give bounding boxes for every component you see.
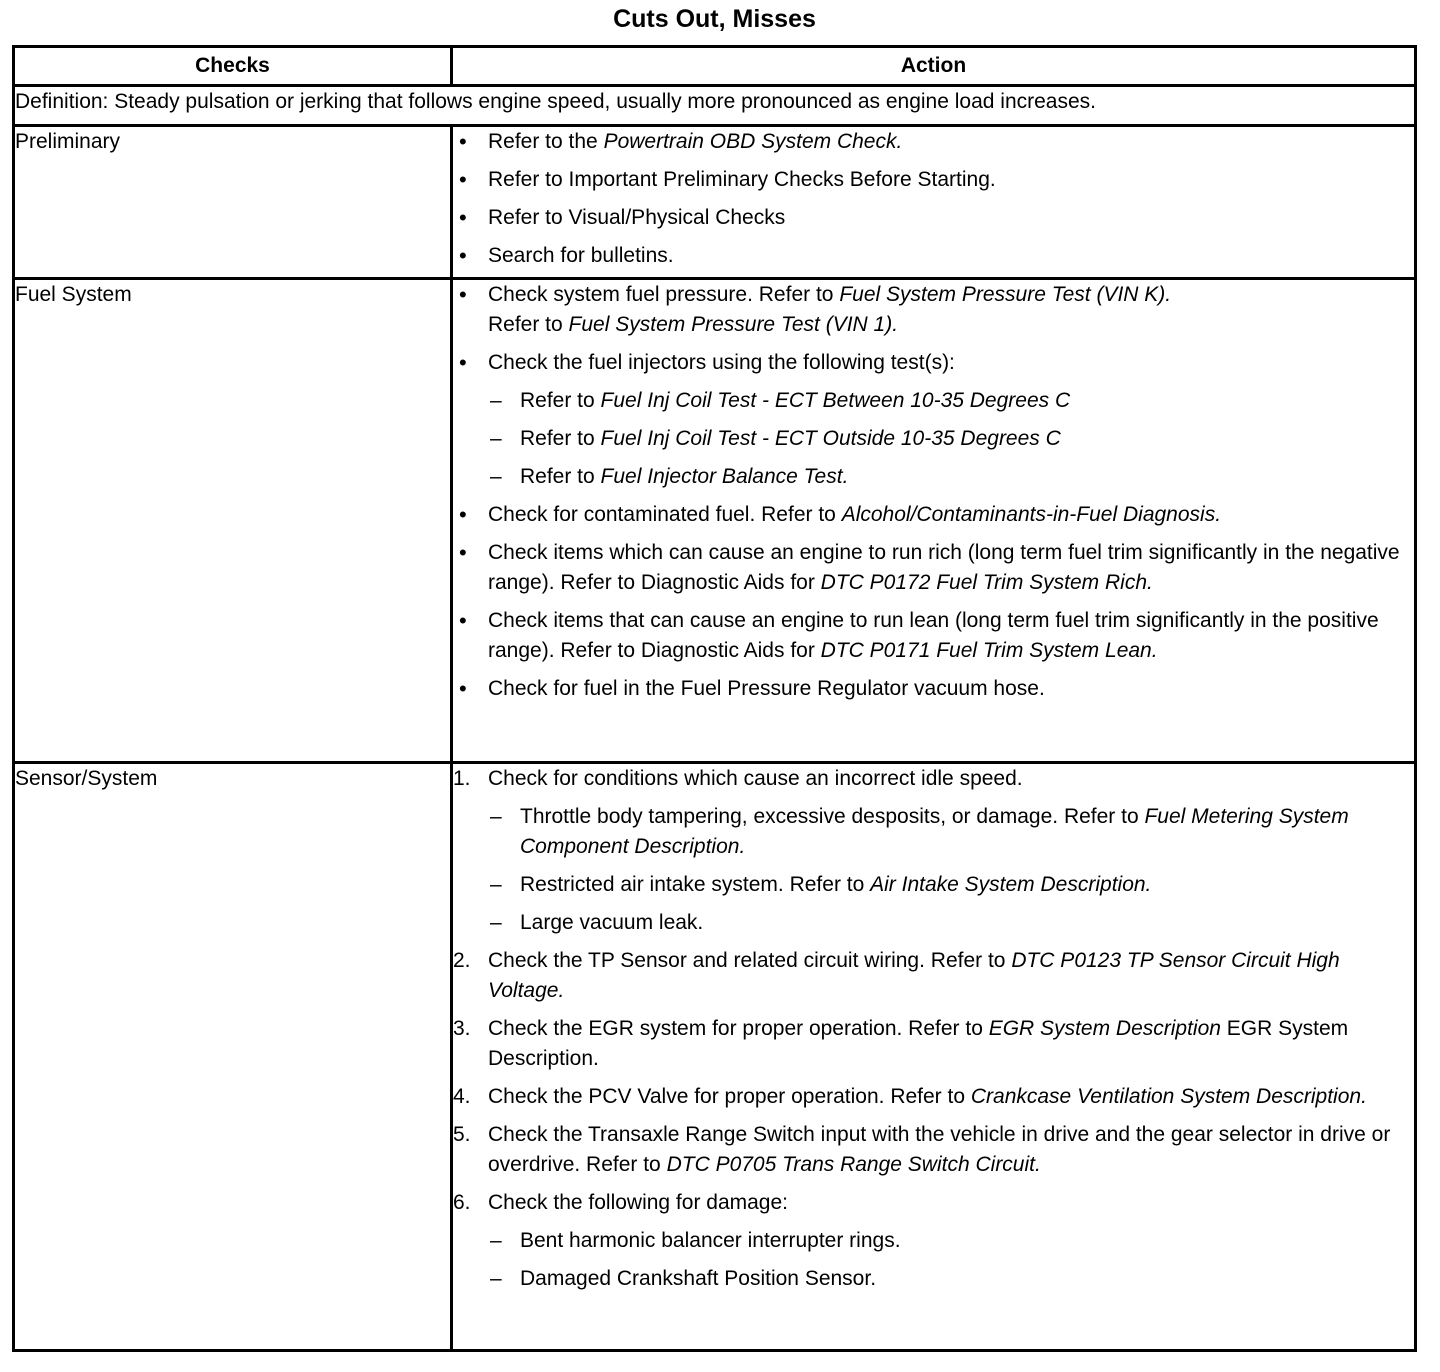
list-item: • Check system fuel pressure. Refer to Fuel System Pressure Test (VIN K). Refer to Fuel System Pressure Test (VIN 1). <box>459 282 1172 336</box>
numbered-step: 3. Check the EGR system for proper operation. Refer to EGR System Description EGR System Description. <box>453 1014 1414 1074</box>
dash-icon: – <box>490 1229 502 1252</box>
sub-item: – Bent harmonic balancer interrupter rings. <box>453 1226 1414 1256</box>
sub-item: – Refer to Fuel Injector Balance Test. <box>453 462 1414 492</box>
list-item: • Check for contaminated fuel. Refer to Alcohol/Contaminants-in-Fuel Diagnosis. <box>453 500 1414 530</box>
sub-item: – Throttle body tampering, excessive desposits, or damage. Refer to Fuel Metering System Component Description. <box>453 802 1414 862</box>
bullet-icon: • <box>459 167 467 192</box>
dash-icon: – <box>490 873 502 896</box>
numbered-step: 5. Check the Transaxle Range Switch input with the vehicle in drive and the gear selector in drive or overdrive. Refer to DTC P0705 Trans Range Switch Circuit. <box>453 1120 1414 1180</box>
header-row <box>14 47 1416 86</box>
dash-icon: – <box>490 805 502 828</box>
sub-item: – Refer to Fuel Inj Coil Test - ECT Outside 10-35 Degrees C <box>453 424 1414 454</box>
bullet-icon: • <box>459 205 467 230</box>
sub-item: – Damaged Crankshaft Position Sensor. <box>453 1264 1414 1294</box>
reference-link: DTC P0171 Fuel Trim System Lean. <box>820 639 1158 662</box>
step-number: 6. <box>453 1191 471 1214</box>
bullet-icon: • <box>459 608 467 633</box>
step-number: 1. <box>453 767 471 790</box>
action-cell <box>452 126 1416 279</box>
definition-text: Definition: Steady pulsation or jerking that follows engine speed, usually more pronounced as engine load increases. <box>14 86 1416 126</box>
reference-link: Fuel Injector Balance Test. <box>600 465 849 488</box>
list-item: • Check items which can cause an engine to run rich (long term fuel trim significantly in the negative range). Refer to Diagnostic Aids for DTC P0172 Fuel Trim System Rich. <box>459 540 1400 594</box>
sub-item: – Refer to Fuel Inj Coil Test - ECT Between 10-35 Degrees C <box>453 386 1414 416</box>
bullet-icon: • <box>459 540 467 565</box>
bullet-icon: • <box>459 129 467 154</box>
action-cell <box>452 279 1416 763</box>
reference-link: DTC P0123 TP Sensor Circuit High Voltage. <box>488 949 1340 1002</box>
numbered-step: 6. Check the following for damage: <box>453 1188 1414 1218</box>
bullet-icon: • <box>459 282 467 307</box>
definition-row <box>14 86 1416 126</box>
numbered-step: 1. Check for conditions which cause an incorrect idle speed. <box>453 764 1414 794</box>
step-number: 5. <box>453 1123 471 1146</box>
dash-icon: – <box>490 427 502 450</box>
page-title: Cuts Out, Misses <box>613 5 816 33</box>
bullet-icon: • <box>459 243 467 268</box>
action-cell <box>452 763 1416 1351</box>
check-name: Preliminary <box>14 126 452 279</box>
reference-link: DTC P0172 Fuel Trim System Rich. <box>820 571 1153 594</box>
reference-link: Alcohol/Contaminants-in-Fuel Diagnosis. <box>841 503 1222 526</box>
action-header: Action <box>452 47 1416 86</box>
list-item: • Check items that can cause an engine to run lean (long term fuel trim significantly in the positive range). Refer to Diagnostic Aids for DTC P0171 Fuel Trim System Lean. <box>459 608 1379 662</box>
dash-icon: – <box>490 1267 502 1290</box>
dash-icon: – <box>490 911 502 934</box>
table-row <box>14 126 1416 279</box>
table-row <box>14 279 1416 763</box>
reference-link: Fuel System Pressure Test (VIN 1). <box>568 313 899 336</box>
list-item: • Refer to Visual/Physical Checks <box>453 203 1414 233</box>
reference-link: Air Intake System Description. <box>870 873 1152 896</box>
bullet-icon: • <box>459 502 467 527</box>
reference-link: Fuel Inj Coil Test - ECT Between 10-35 Degrees C <box>600 389 1071 412</box>
sub-item: – Restricted air intake system. Refer to Air Intake System Description. <box>453 870 1414 900</box>
reference-link: EGR System Description <box>988 1017 1221 1040</box>
step-number: 4. <box>453 1085 471 1108</box>
bullet-icon: • <box>459 350 467 375</box>
reference-link: Powertrain OBD System Check. <box>603 130 903 153</box>
reference-link: Fuel Metering System Component Description. <box>520 805 1349 858</box>
bullet-icon: • <box>459 676 467 701</box>
list-item: • Check for fuel in the Fuel Pressure Regulator vacuum hose. <box>453 674 1414 704</box>
list-item: • Refer to the Powertrain OBD System Check. <box>453 127 1414 157</box>
diagnosis-table <box>12 45 1417 1352</box>
step-number: 2. <box>453 949 471 972</box>
numbered-step: 4. Check the PCV Valve for proper operation. Refer to Crankcase Ventilation System Description. <box>453 1082 1414 1112</box>
dash-icon: – <box>490 465 502 488</box>
check-name: Sensor/System <box>14 763 452 1351</box>
dash-icon: – <box>490 389 502 412</box>
reference-link: DTC P0705 Trans Range Switch Circuit. <box>666 1153 1041 1176</box>
step-number: 3. <box>453 1017 471 1040</box>
list-item: • Search for bulletins. <box>453 241 1414 271</box>
list-item: • Refer to Important Preliminary Checks Before Starting. <box>453 165 1414 195</box>
reference-link: Crankcase Ventilation System Description. <box>970 1085 1367 1108</box>
check-name: Fuel System <box>14 279 452 763</box>
list-item: • Check the fuel injectors using the following test(s): <box>453 348 1414 378</box>
checks-header: Checks <box>14 47 452 86</box>
reference-link: Fuel Inj Coil Test - ECT Outside 10-35 Degrees C <box>600 427 1061 450</box>
numbered-step: 2. Check the TP Sensor and related circuit wiring. Refer to DTC P0123 TP Sensor Circuit High Voltage. <box>453 946 1414 1006</box>
reference-link: Fuel System Pressure Test (VIN K). <box>839 283 1172 306</box>
sub-item: – Large vacuum leak. <box>453 908 1414 938</box>
table-row <box>14 763 1416 1351</box>
